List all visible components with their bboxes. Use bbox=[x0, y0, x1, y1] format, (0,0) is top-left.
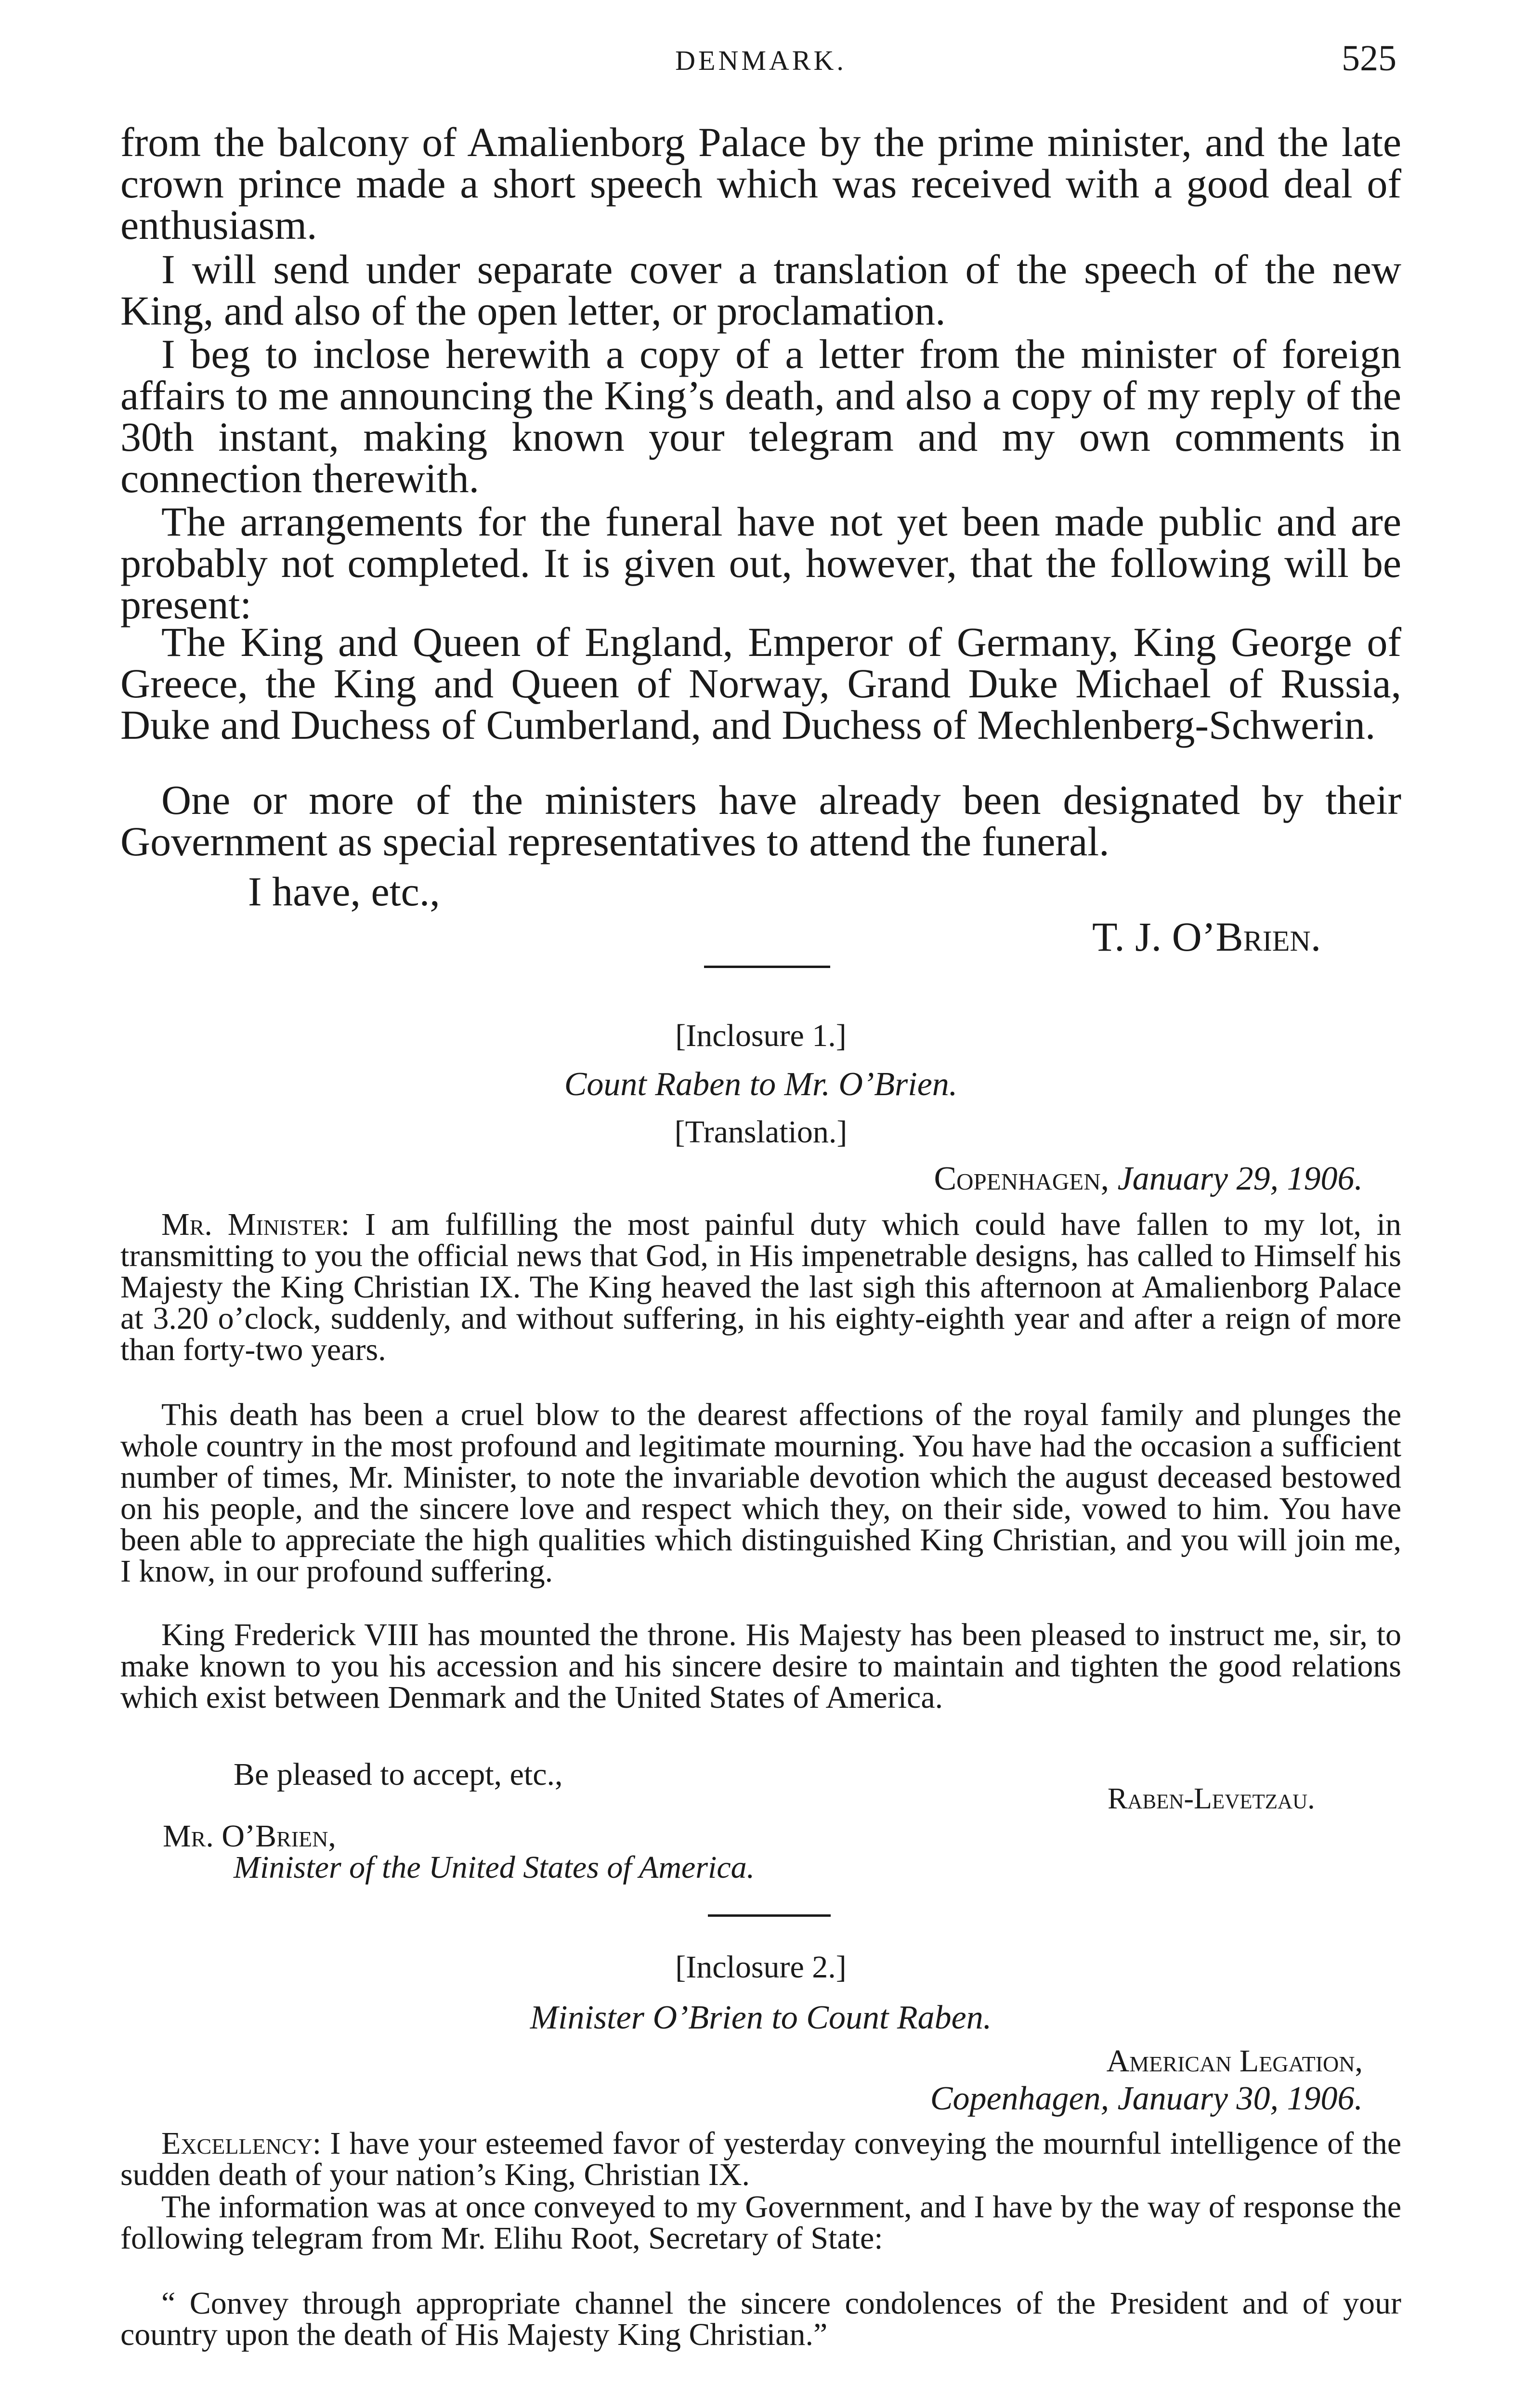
letter-paragraph bbox=[120, 1209, 1401, 1365]
dateline bbox=[120, 1160, 1363, 1198]
dateline-date: January 29, 1906. bbox=[1117, 1160, 1363, 1197]
paragraph-text: I am fulfilling the most painful duty which could have fallen to my lot, in transmitting to you the official news that God, in His impenetrable designs, has called to Himself his Majesty the King Christian IX. The King heaved the last sigh this afternoon at Amalienborg Palace at 3.20 o’clock, suddenly, and without suffering, in his eighty-eighth year and after a reign of more than forty-two years. bbox=[120, 1207, 1401, 1367]
letter-paragraph: The King and Queen of England, Emperor of Germany, King George of Greece, the King and Queen of Norway, Grand Duke Michael of Russia, Duke and Duchess of Cumberland, and Duchess of Mechlenberg-Schwerin. bbox=[120, 619, 1401, 748]
letter-signature: T. J. O’Brien. bbox=[1092, 914, 1321, 960]
letter-paragraph: This death has been a cruel blow to the dearest affections of the royal family and plunges the whole country in the most profound and legitimate mourning. You have had the occasion a sufficient number of times, Mr. Minister, to note the invariable devotion which the august deceased bestowed on his people, and the sincere love and respect which they, on their side, vowed to him. You have been able to appreciate the high qualities which distinguished King Christian, and you will join me, I know, in our profound suffering. bbox=[120, 1397, 1401, 1589]
letter-paragraph: The arrangements for the funeral have not yet been made public and are probably not completed. It is given out, however, that the following will be present: bbox=[120, 498, 1401, 628]
dateline-place: American Legation, bbox=[1106, 2043, 1363, 2079]
section-divider bbox=[704, 966, 830, 968]
dateline-date: Copenhagen, January 30, 1906. bbox=[930, 2080, 1363, 2117]
translation-note: [Translation.] bbox=[674, 1114, 848, 1150]
letter-paragraph: The information was at once conveyed to my Government, and I have by the way of response the following telegram from Mr. Elihu Root, Secretary of State: bbox=[120, 2189, 1401, 2256]
letter-paragraph: I will send under separate cover a translation of the speech of the new King, and also of the open letter, or proclamation. bbox=[120, 246, 1401, 334]
paragraph-text: I have your esteemed favor of yesterday conveying the mournful intelligence of the sudden death of your nation’s King, Christian IX. bbox=[120, 2126, 1401, 2192]
addressee-name: Mr. O’Brien, bbox=[163, 1819, 336, 1854]
inclosure-heading: Count Raben to Mr. O’Brien. bbox=[564, 1066, 958, 1103]
inclosure-label: [Inclosure 2.] bbox=[675, 1950, 847, 1985]
section-divider bbox=[708, 1914, 831, 1917]
addressee-title: Minister of the United States of America. bbox=[234, 1850, 755, 1885]
inclosure-label: [Inclosure 1.] bbox=[675, 1018, 847, 1053]
running-title: DENMARK. bbox=[675, 45, 847, 76]
salutation: Excellency: bbox=[161, 2126, 322, 2161]
telegram-quote: “ Convey through appropriate channel the sincere condolences of the President and of your country upon the death of His Majesty King Christian.” bbox=[120, 2286, 1401, 2352]
salutation: Mr. Minister: bbox=[161, 1207, 350, 1242]
page-header bbox=[120, 38, 1401, 81]
inclosure-heading: Minister O’Brien to Count Raben. bbox=[530, 1999, 992, 2036]
letter-paragraph: from the balcony of Amalienborg Palace by the prime minister, and the late crown prince made a short speech which was received with a good deal of enthusiasm. bbox=[120, 119, 1401, 248]
letter-paragraph: I beg to inclose herewith a copy of a letter from the minister of foreign affairs to me announcing the King’s death, and also a copy of my reply of the 30th instant, making known your telegram and my own comments in connection therewith. bbox=[120, 331, 1401, 501]
dateline-place: Copenhagen, bbox=[934, 1160, 1109, 1197]
letter-signature: Raben-Levetzau. bbox=[1108, 1782, 1315, 1815]
page-number: 525 bbox=[1342, 38, 1397, 79]
letter-paragraph bbox=[120, 2128, 1401, 2190]
letter-paragraph: One or more of the ministers have already been designated by their Government as special representatives to attend the funeral. bbox=[120, 777, 1401, 864]
letter-paragraph: King Frederick VIII has mounted the throne. His Majesty has been pleased to instruct me, sir, to make known to you his accession and his sincere desire to maintain and tighten the good relations which exist between Denmark and the United States of America. bbox=[120, 1617, 1401, 1715]
letter-closing: Be pleased to accept, etc., bbox=[234, 1757, 563, 1792]
letter-closing: I have, etc., bbox=[248, 868, 440, 915]
